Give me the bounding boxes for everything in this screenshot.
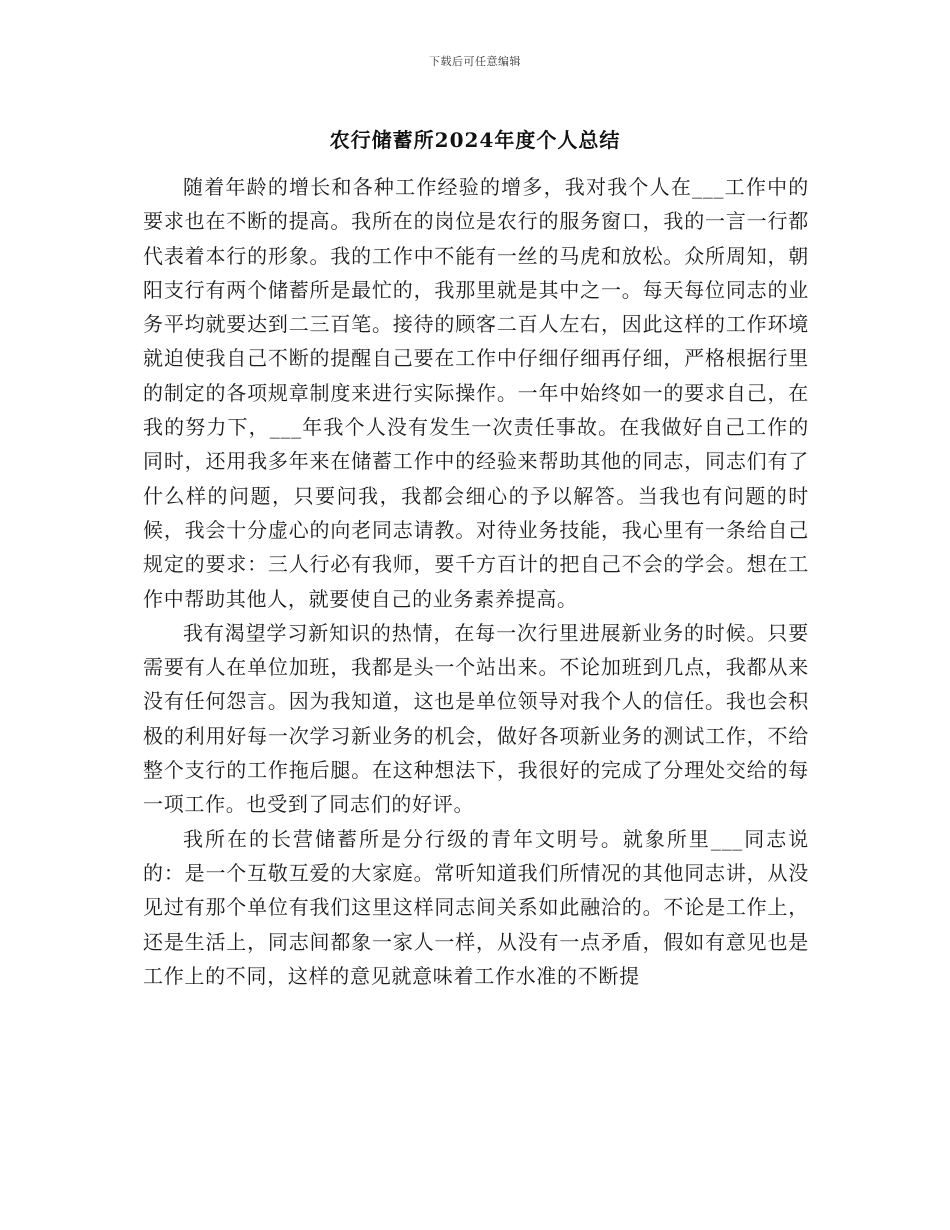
paragraph: 随着年龄的增长和各种工作经验的增多，我对我个人在___工作中的要求也在不断的提高。我所在的岗位是农行的服务窗口，我的一言一行都代表着本行的形象。我的工作中不能有一丝的马虎和放松。众所周知，朝阳支行有两个储蓄所是最忙的，我那里就是其中之一。每天每位同志的业务平均就要达到二三百笔。接待的顾客二百人左右，因此这样的工作环境就迫使我自己不断的提醒自己要在工作中仔细仔细再仔细，严格根据行里的制定的各项规章制度来进行实际操作。一年中始终如一的要求自己，在我的努力下，___年我个人没有发生一次责任事故。在我做好自己工作的同时，还用我多年来在储蓄工作中的经验来帮助其他的同志，同志们有了什么样的问题，只要问我，我都会细心的予以解答。当我也有问题的时候，我会十分虚心的向老同志请教。对待业务技能，我心里有一条给自己规定的要求：三人行必有我师，要千方百计的把自己不会的学会。想在工作中帮助其他人，就要使自己的业务素养提高。 xyxy=(143,175,809,611)
paragraph: 我有渴望学习新知识的热情，在每一次行里进展新业务的时候。只要需要有人在单位加班，我都是头一个站出来。不论加班到几点，我都从来没有任何怨言。因为我知道，这也是单位领导对我个人的信任。我也会积极的利用好每一次学习新业务的机会，做好各项新业务的测试工作，不给整个支行的工作拖后腿。在这种想法下，我很好的完成了分理处交给的每一项工作。也受到了同志们的好评。 xyxy=(143,620,809,817)
document-title: 农行储蓄所2024年度个人总结 xyxy=(329,128,621,152)
header-note: 下载后可任意编辑 xyxy=(429,55,521,68)
document-body xyxy=(143,170,809,993)
paragraph: 我所在的长营储蓄所是分行级的青年文明号。就象所里___同志说的：是一个互敬互爱的大家庭。常听知道我们所情况的其他同志讲，从没见过有那个单位有我们这里这样同志间关系如此融洽的。不论是工作上，还是生活上，同志间都象一家人一样，从没有一点矛盾，假如有意见也是工作上的不同，这样的意见就意味着工作水准的不断提 xyxy=(143,826,809,988)
